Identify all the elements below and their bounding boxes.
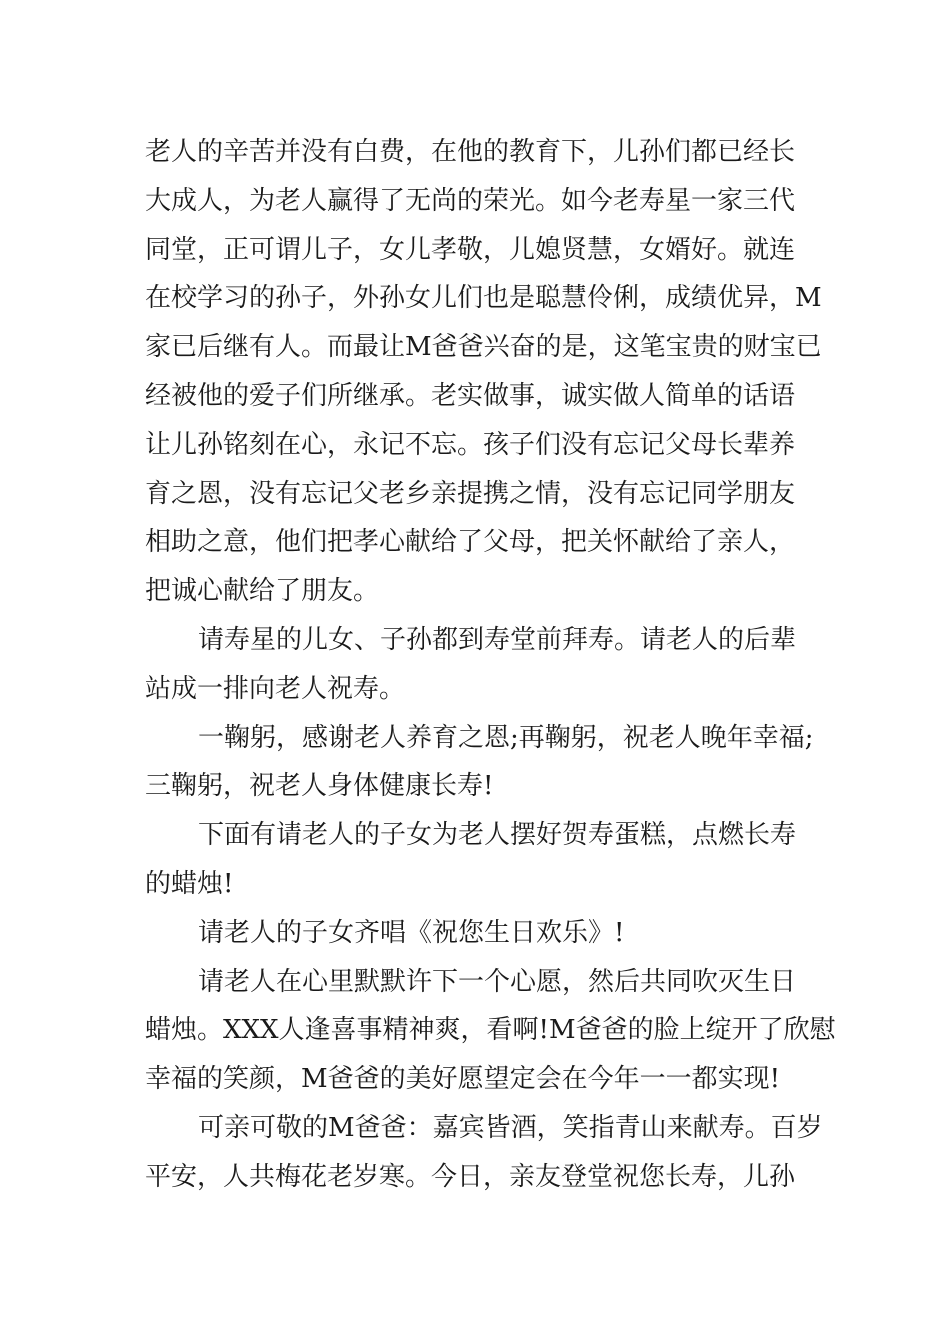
- text-line: 请老人在心里默默许下一个心愿，然后共同吹灭生日: [198, 966, 797, 997]
- text-line: 的蜡烛!: [145, 868, 234, 899]
- text-line: 平安，人共梅花老岁寒。今日，亲友登堂祝您长寿，儿孙: [145, 1161, 796, 1192]
- body-text: [145, 128, 836, 1202]
- text-line: 家已后继有人。而最让M爸爸兴奋的是，这笔宝贵的财宝已: [145, 332, 822, 363]
- text-line: 经被他的爱子们所继承。老实做事，诚实做人简单的话语: [145, 380, 796, 411]
- text-line: 在校学习的孙子，外孙女儿们也是聪慧伶俐，成绩优异，M: [145, 283, 822, 314]
- text-line: 把诚心献给了朋友。: [145, 576, 380, 607]
- text-line: 请老人的子女齐唱《祝您生日欢乐》!: [198, 917, 625, 948]
- text-line: 同堂，正可谓儿子，女儿孝敬，儿媳贤慧，女婿好。就连: [145, 234, 796, 265]
- text-line: 下面有请老人的子女为老人摆好贺寿蛋糕，点燃长寿: [198, 820, 797, 851]
- text-line: 可亲可敬的M爸爸：嘉宾皆酒，笑指青山来献寿。百岁: [198, 1112, 823, 1143]
- text-line: 请寿星的儿女、子孙都到寿堂前拜寿。请老人的后辈: [198, 624, 797, 655]
- text-line: 幸福的笑颜，M爸爸的美好愿望定会在今年一一都实现!: [145, 1064, 781, 1095]
- text-line: 老人的辛苦并没有白费，在他的教育下，儿孙们都已经长: [145, 137, 796, 167]
- text-line: 育之恩，没有忘记父老乡亲提携之情，没有忘记同学朋友: [145, 478, 796, 509]
- text-line: 蜡烛。XXX人逢喜事精神爽，看啊!M爸爸的脸上绽开了欣慰: [145, 1015, 836, 1046]
- text-line: 三鞠躬，祝老人身体健康长寿!: [145, 771, 494, 802]
- text-line: 让儿孙铭刻在心，永记不忘。孩子们没有忘记父母长辈养: [145, 429, 796, 460]
- text-line: 相助之意，他们把孝心献给了父母，把关怀献给了亲人，: [145, 527, 796, 558]
- text-line: 站成一排向老人祝寿。: [145, 673, 406, 704]
- text-line: 一鞠躬，感谢老人养育之恩;再鞠躬，祝老人晚年幸福;: [198, 722, 814, 753]
- text-line: 大成人，为老人赢得了无尚的荣光。如今老寿星一家三代: [145, 185, 796, 216]
